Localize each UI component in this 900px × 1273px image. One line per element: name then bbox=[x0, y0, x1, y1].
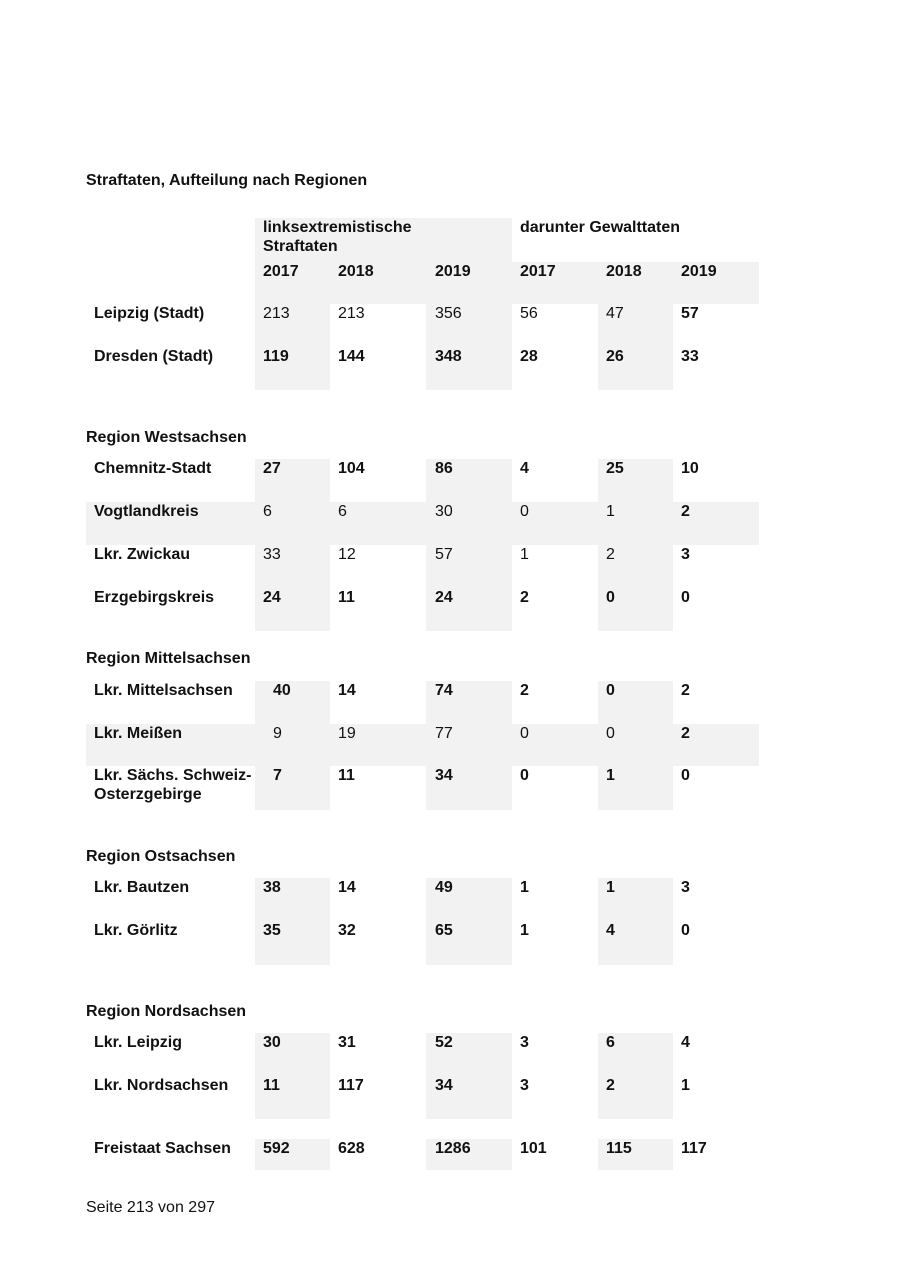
table-cell: 86 bbox=[435, 460, 453, 477]
header-group1: linksextremistische Straftaten bbox=[263, 219, 412, 255]
table-cell: 2 bbox=[520, 589, 529, 606]
total-cell: 1286 bbox=[435, 1140, 471, 1157]
table-cell: 30 bbox=[263, 1034, 281, 1051]
page-title: Straftaten, Aufteilung nach Regionen bbox=[86, 172, 368, 189]
table-cell: 0 bbox=[520, 767, 529, 784]
table-cell: 38 bbox=[263, 879, 281, 896]
table-cell: 3 bbox=[681, 546, 690, 563]
header-year: 2018 bbox=[606, 263, 642, 280]
row-label-line2: Osterzgebirge bbox=[94, 786, 202, 803]
row-label: Lkr. Leipzig bbox=[94, 1034, 183, 1051]
table-cell: 49 bbox=[435, 879, 453, 896]
row-label: Vogtlandkreis bbox=[94, 503, 199, 520]
table-cell: 0 bbox=[681, 767, 690, 784]
table-cell: 57 bbox=[681, 305, 699, 322]
table-cell: 356 bbox=[435, 305, 462, 322]
table-cell: 56 bbox=[520, 305, 538, 322]
row-highlight-meissen bbox=[86, 724, 759, 766]
table-cell: 57 bbox=[435, 546, 453, 563]
table-cell: 10 bbox=[681, 460, 699, 477]
table-cell: 1 bbox=[520, 922, 529, 939]
table-cell: 1 bbox=[520, 879, 529, 896]
table-cell: 0 bbox=[520, 725, 529, 742]
table-cell: 11 bbox=[338, 767, 355, 784]
table-cell: 34 bbox=[435, 1077, 453, 1094]
region-title: Region Westsachsen bbox=[86, 429, 247, 446]
table-cell: 6 bbox=[338, 503, 347, 520]
table-cell: 2 bbox=[606, 546, 615, 563]
table-cell: 27 bbox=[263, 460, 281, 477]
table-cell: 2 bbox=[681, 725, 690, 742]
table-cell: 11 bbox=[338, 589, 355, 606]
table-cell: 77 bbox=[435, 725, 453, 742]
table-cell: 19 bbox=[338, 725, 356, 742]
table-cell: 117 bbox=[338, 1077, 364, 1094]
table-cell: 6 bbox=[606, 1034, 615, 1051]
row-label: Lkr. Zwickau bbox=[94, 546, 191, 563]
row-label: Lkr. Mittelsachsen bbox=[94, 682, 233, 699]
row-label: Lkr. Meißen bbox=[94, 725, 183, 742]
table-cell: 26 bbox=[606, 348, 624, 365]
table-cell: 14 bbox=[338, 682, 356, 699]
row-label: Lkr. Nordsachsen bbox=[94, 1077, 229, 1094]
header-year: 2018 bbox=[338, 263, 374, 280]
table-cell: 47 bbox=[606, 305, 624, 322]
table-cell: 35 bbox=[263, 922, 281, 939]
row-label: Lkr. Görlitz bbox=[94, 922, 178, 939]
row-label: Leipzig (Stadt) bbox=[94, 305, 205, 322]
table-cell: 1 bbox=[606, 879, 615, 896]
header-year: 2019 bbox=[681, 263, 717, 280]
table-cell: 1 bbox=[520, 546, 529, 563]
table-cell: 213 bbox=[338, 305, 365, 322]
table-cell: 65 bbox=[435, 922, 453, 939]
table-cell: 0 bbox=[681, 922, 690, 939]
row-label: Lkr. Bautzen bbox=[94, 879, 190, 896]
table-cell: 34 bbox=[435, 767, 453, 784]
row-label-line1: Lkr. Sächs. Schweiz- bbox=[94, 767, 252, 784]
table-cell: 213 bbox=[263, 305, 290, 322]
table-cell: 2 bbox=[681, 682, 690, 699]
table-cell: 2 bbox=[520, 682, 529, 699]
table-cell: 119 bbox=[263, 348, 289, 365]
region-title: Region Mittelsachsen bbox=[86, 650, 251, 667]
table-cell: 0 bbox=[681, 589, 690, 606]
table-cell: 3 bbox=[520, 1077, 529, 1094]
region-title: Region Nordsachsen bbox=[86, 1003, 247, 1020]
row-label: Dresden (Stadt) bbox=[94, 348, 214, 365]
header-year: 2017 bbox=[263, 263, 299, 280]
total-cell: 592 bbox=[263, 1140, 290, 1157]
table-cell: 1 bbox=[606, 503, 615, 520]
page-footer: Seite 213 von 297 bbox=[86, 1199, 215, 1216]
table-cell: 4 bbox=[520, 460, 529, 477]
table-cell: 11 bbox=[263, 1077, 280, 1094]
table-cell: 25 bbox=[606, 460, 624, 477]
table-cell: 74 bbox=[435, 682, 453, 699]
row-label: Chemnitz-Stadt bbox=[94, 460, 212, 477]
table-cell: 9 bbox=[273, 725, 282, 742]
table-cell: 7 bbox=[273, 767, 282, 784]
table-cell: 12 bbox=[338, 546, 356, 563]
table-cell: 4 bbox=[681, 1034, 690, 1051]
table-cell: 2 bbox=[606, 1077, 615, 1094]
table-cell: 0 bbox=[520, 503, 529, 520]
total-label: Freistaat Sachsen bbox=[94, 1140, 231, 1157]
table-cell: 33 bbox=[263, 546, 281, 563]
table-cell: 0 bbox=[606, 682, 615, 699]
table-cell: 24 bbox=[263, 589, 281, 606]
header-group2: darunter Gewalttaten bbox=[520, 219, 681, 236]
row-label: Erzgebirgskreis bbox=[94, 589, 215, 606]
table-cell: 3 bbox=[681, 879, 690, 896]
table-cell: 0 bbox=[606, 589, 615, 606]
total-cell: 117 bbox=[681, 1140, 707, 1157]
table-cell: 1 bbox=[606, 767, 615, 784]
table-cell: 1 bbox=[681, 1077, 690, 1094]
total-cell: 101 bbox=[520, 1140, 547, 1157]
table-cell: 6 bbox=[263, 503, 272, 520]
table-cell: 24 bbox=[435, 589, 453, 606]
table-cell: 33 bbox=[681, 348, 699, 365]
table-cell: 31 bbox=[338, 1034, 356, 1051]
table-cell: 144 bbox=[338, 348, 365, 365]
table-cell: 0 bbox=[606, 725, 615, 742]
region-title: Region Ostsachsen bbox=[86, 848, 236, 865]
header-year: 2019 bbox=[435, 263, 471, 280]
header-year: 2017 bbox=[520, 263, 556, 280]
table-cell: 2 bbox=[681, 503, 690, 520]
table-cell: 104 bbox=[338, 460, 365, 477]
total-cell: 115 bbox=[606, 1140, 632, 1157]
table-cell: 32 bbox=[338, 922, 356, 939]
table-cell: 3 bbox=[520, 1034, 529, 1051]
table-cell: 348 bbox=[435, 348, 462, 365]
table-cell: 4 bbox=[606, 922, 615, 939]
table-cell: 52 bbox=[435, 1034, 453, 1051]
table-cell: 28 bbox=[520, 348, 538, 365]
total-cell: 628 bbox=[338, 1140, 365, 1157]
table-cell: 30 bbox=[435, 503, 453, 520]
table-cell: 40 bbox=[273, 682, 291, 699]
table-cell: 14 bbox=[338, 879, 356, 896]
